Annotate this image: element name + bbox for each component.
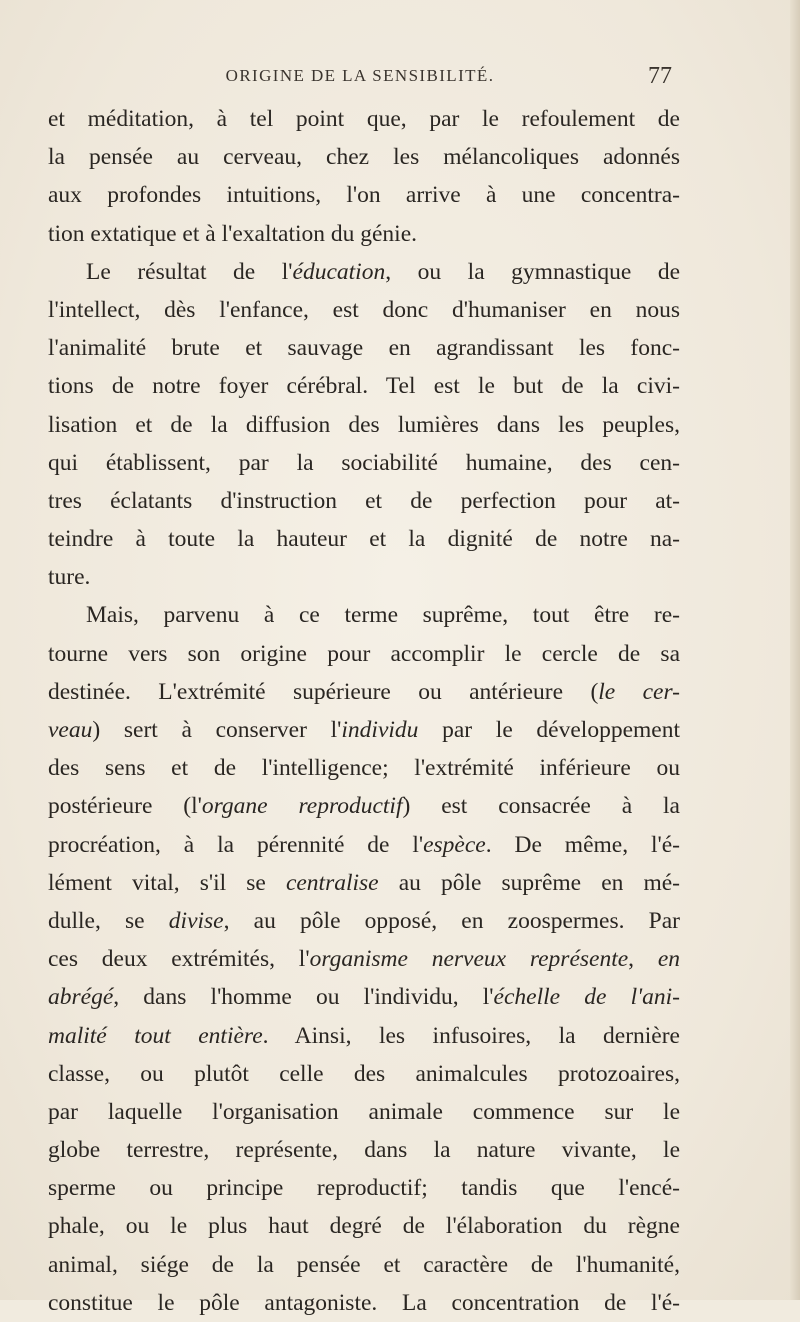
text-segment: teindre à toute la hauteur et la dignité de notre na- (48, 526, 680, 553)
text-segment: phale, ou le plus haut degré de l'élaboration du règne (48, 1213, 680, 1240)
text-segment: Le résultat de l' (86, 258, 293, 285)
italic-segment: centralise (285, 869, 379, 896)
text-segment: aux profondes intuitions, l'on arrive à une concentra- (48, 182, 680, 209)
text-segment: au pôle suprême en mé- (378, 869, 680, 896)
text-line (48, 1131, 680, 1169)
text-segment: lisation et de la diffusion des lumières dans les peuples, (48, 411, 680, 438)
text-line (48, 1093, 680, 1131)
running-head (48, 64, 672, 94)
text-segment: par laquelle l'organisation animale commence sur le (48, 1098, 680, 1125)
text-segment: l'animalité brute et sauvage en agrandissant les fonc- (48, 335, 680, 362)
text-line (48, 444, 680, 482)
page-number: 77 (648, 63, 672, 89)
text-segment: . De même, l'é- (485, 831, 681, 858)
text-line (48, 215, 680, 253)
body-text (48, 100, 680, 1322)
text-segment: tres éclatants d'instruction et de perfection pour at- (48, 487, 680, 514)
text-line (48, 787, 680, 825)
italic-segment: veau (48, 717, 93, 743)
text-segment: , ou la gymnastique de (385, 258, 681, 285)
text-line (48, 367, 680, 405)
text-segment: dulle, se (48, 907, 169, 934)
page-edge (790, 0, 800, 1300)
text-segment: procréation, à la pérennité de l' (48, 831, 424, 858)
text-segment: et méditation, à tel point que, par le refoulement de (48, 106, 680, 132)
italic-segment: divise (168, 907, 224, 934)
text-segment: constitue le pôle antagoniste. La concentration de l'é- (48, 1289, 680, 1316)
running-title: ORIGINE DE LA SENSIBILITÉ. (225, 66, 495, 85)
text-segment: , au pôle opposé, en zoospermes. Par (223, 907, 680, 934)
text-line (48, 520, 680, 558)
text-line (48, 711, 680, 749)
text-line (48, 673, 680, 711)
text-line (48, 406, 680, 444)
text-segment: qui établissent, par la sociabilité humaine, des cen- (48, 449, 680, 476)
text-line (48, 1055, 680, 1093)
italic-segment: abrégé (48, 984, 114, 1011)
italic-segment: échelle de l'ani- (493, 984, 680, 1011)
text-line (48, 940, 680, 978)
italic-segment: en (657, 946, 681, 973)
italic-segment: individu (341, 717, 419, 743)
text-line (48, 329, 680, 367)
text-line (48, 176, 680, 214)
text-segment: ) est consacrée à la (402, 793, 680, 820)
text-segment: l'intellect, dès l'enfance, est donc d'humaniser en nous (48, 296, 680, 323)
text-segment: tions de notre foyer cérébral. Tel est le but de la civi- (48, 373, 680, 400)
text-segment: des sens et de l'intelligence; l'extrémité inférieure ou (48, 755, 680, 782)
text-line (48, 100, 680, 138)
italic-segment: le cer- (598, 678, 680, 705)
text-line (48, 482, 680, 520)
text-segment: ) sert à conserver l' (92, 717, 342, 743)
italic-segment: malité tout entière (48, 1022, 263, 1049)
text-segment: par le développement (418, 717, 680, 743)
text-line (48, 978, 680, 1016)
text-segment: lément vital, s'il se (48, 869, 286, 896)
text-line (48, 596, 680, 634)
text-line (48, 635, 680, 673)
text-segment: . Ainsi, les infusoires, la dernière (262, 1022, 680, 1049)
text-segment: la pensée au cerveau, chez les mélancoliques adonnés (48, 144, 680, 171)
text-segment: destinée. L'extrémité supérieure ou antérieure ( (48, 678, 599, 705)
text-line (48, 558, 680, 596)
text-line (48, 902, 680, 940)
italic-segment: espèce (423, 831, 486, 858)
text-segment: tourne vers son origine pour accomplir le cercle de sa (48, 640, 680, 667)
text-line (48, 1284, 680, 1322)
italic-segment: éducation (292, 258, 386, 285)
text-line (48, 138, 680, 176)
text-line (48, 826, 680, 864)
text-line (48, 1017, 680, 1055)
italic-segment: organe reproductif (201, 793, 403, 820)
text-segment: animal, siége de la pensée et caractère de l'humanité, (48, 1251, 680, 1278)
text-line (48, 749, 680, 787)
text-segment: ture. (48, 564, 91, 591)
text-line (48, 1169, 680, 1207)
text-segment: sperme ou principe reproductif; tandis que l'encé- (48, 1175, 680, 1202)
text-segment: tion extatique et à l'exaltation du génie. (48, 220, 418, 247)
text-line (48, 291, 680, 329)
text-segment: , dans l'homme ou l'individu, l' (113, 984, 494, 1011)
italic-segment: organisme nerveux représente (309, 946, 629, 973)
text-line (48, 253, 680, 291)
text-segment: postérieure (l' (48, 793, 202, 820)
text-segment: ces deux extrémités, l' (48, 946, 310, 973)
text-segment: , (628, 946, 658, 973)
text-line (48, 1246, 680, 1284)
text-segment: classe, ou plutôt celle des animalcules protozoaires, (48, 1060, 680, 1087)
text-segment: globe terrestre, représente, dans la nature vivante, le (48, 1137, 680, 1164)
text-line (48, 1207, 680, 1245)
text-segment: Mais, parvenu à ce terme suprême, tout être re- (86, 602, 680, 629)
text-line (48, 864, 680, 902)
